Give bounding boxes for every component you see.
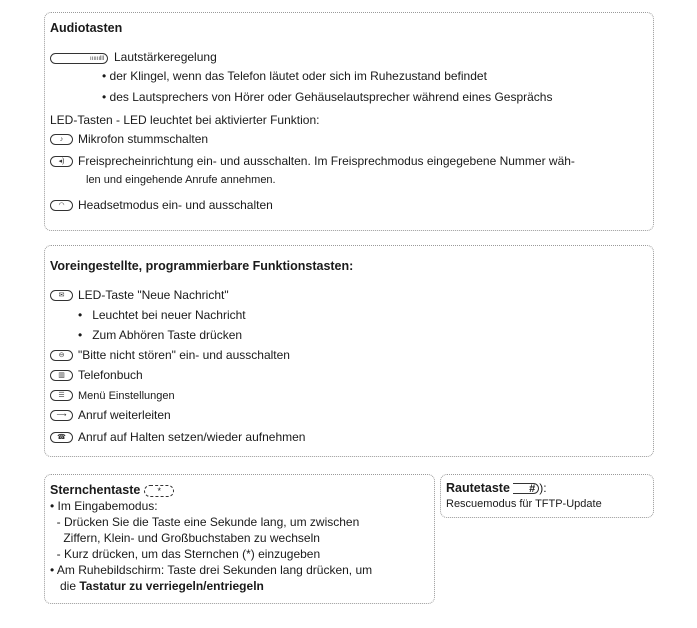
menu-label: Menü Einstellungen — [78, 390, 175, 402]
hash-key-title-row: Rautetaste # ): — [446, 481, 547, 496]
star-key-icon: * — [144, 485, 174, 497]
phonebook-label: Telefonbuch — [78, 368, 143, 382]
message-bullet-1: • Leuchtet bei neuer Nachricht — [78, 308, 246, 322]
do-not-disturb-key-icon: ⊖ — [50, 350, 73, 361]
message-bullet-2: • Zum Abhören Taste drücken — [78, 328, 243, 342]
audio-keys-title: Audiotasten — [50, 21, 123, 35]
hash-key-icon: # — [513, 483, 539, 494]
hash-key-desc: Rescuemodus für TFTP-Update — [446, 498, 602, 510]
message-label: LED-Taste "Neue Nachricht" — [78, 288, 229, 302]
volume-slider-icon: ıııııılll — [50, 53, 108, 64]
phonebook-key-icon: ▥ — [50, 370, 73, 381]
mute-key-icon: ♪ — [50, 134, 73, 145]
mute-label: Mikrofon stummschalten — [78, 132, 209, 146]
star-key-title-row — [50, 483, 174, 498]
speaker-key-icon: ◂) — [50, 156, 73, 167]
volume-bullet-1: • der Klingel, wenn das Telefon läutet oder sich im Ruhezustand befindet — [102, 69, 487, 83]
star-key-title: Sternchentaste — [50, 483, 141, 497]
hold-key-icon: ☎ — [50, 432, 73, 443]
led-keys-heading: LED-Tasten - LED leuchtet bei aktivierter Funktion: — [50, 113, 320, 127]
hash-key-title: Rautetaste — [446, 481, 510, 495]
star-line-4: - Kurz drücken, um das Sternchen (*) einzugeben — [50, 547, 321, 561]
menu-key-icon: ☰ — [50, 390, 73, 401]
forward-label: Anruf weiterleiten — [78, 408, 171, 422]
speaker-label-line1: Freisprecheinrichtung ein- und ausschalten. Im Freisprechmodus eingegebene Nummer wäh- — [78, 154, 575, 168]
hold-label: Anruf auf Halten setzen/wieder aufnehmen — [78, 430, 306, 444]
headset-label: Headsetmodus ein- und ausschalten — [78, 198, 273, 212]
dnd-label: "Bitte nicht stören" ein- und ausschalten — [78, 348, 290, 362]
star-line-6: die Tastatur zu verriegeln/entriegeln — [50, 579, 264, 593]
speaker-label-line2: len und eingehende Anrufe annehmen. — [86, 174, 276, 186]
star-line-1: • Im Eingabemodus: — [50, 499, 158, 513]
star-line-2: - Drücken Sie die Taste eine Sekunde lang, um zwischen — [50, 515, 360, 529]
volume-label: Lautstärkeregelung — [114, 50, 217, 64]
function-keys-title: Voreingestellte, programmierbare Funktionstasten: — [50, 259, 354, 273]
volume-bullet-2: • des Lautsprechers von Hörer oder Gehäuselautsprecher während eines Gesprächs — [102, 90, 553, 104]
forward-key-icon: ⟶ — [50, 410, 73, 421]
message-key-icon: ✉ — [50, 290, 73, 301]
star-line-5: • Am Ruhebildschirm: Taste drei Sekunden lang drücken, um — [50, 563, 373, 577]
star-line-3: Ziffern, Klein- und Großbuchstaben zu wechseln — [50, 531, 320, 545]
headset-key-icon: ◠ — [50, 200, 73, 211]
